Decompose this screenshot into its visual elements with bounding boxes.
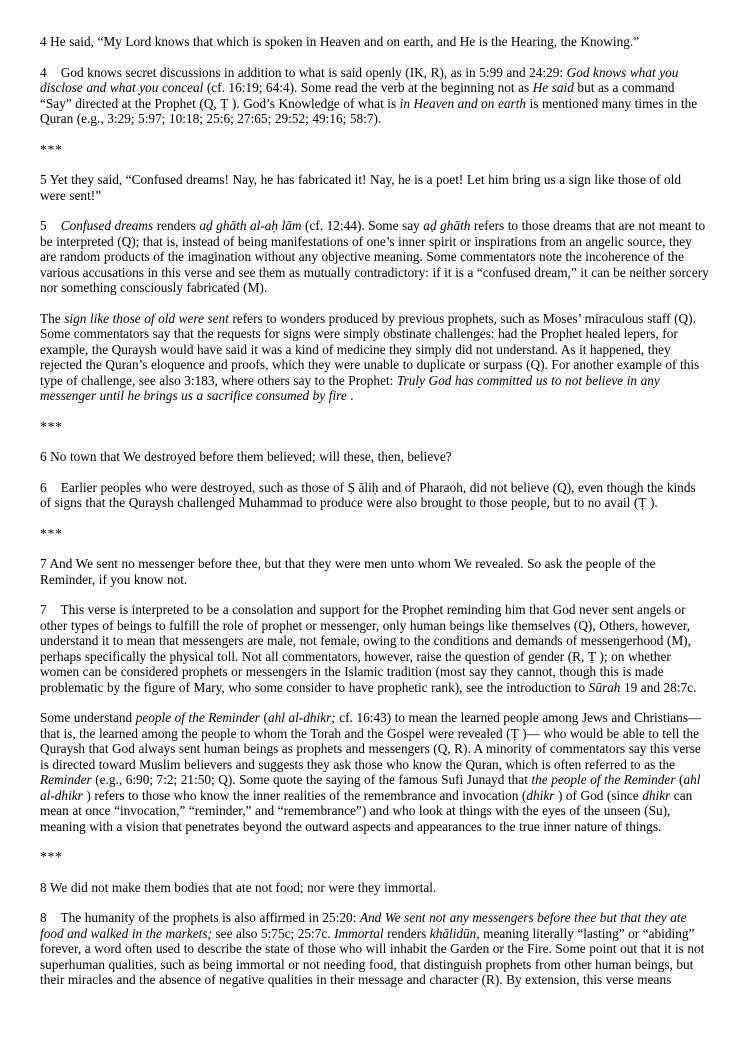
italic-text-run: ahl al-dhikr;: [267, 710, 336, 725]
text-run: 5 Yet they said, “Confused dreams! Nay, he has fabricated it! Nay, he is a poet! Let him bring us a sign like those of old were sent!”: [40, 172, 685, 203]
verse-translation-paragraph: [40, 34, 709, 50]
verse-translation-paragraph: [40, 449, 709, 465]
text-run: 4 God knows secret discussions in addition to what is said openly (IK, R), as in 5:99 and 24:29:: [40, 64, 567, 80]
text-run: 6 No town that We destroyed before them believed; will these, then, believe?: [40, 449, 452, 464]
italic-text-run: ahl al-dhikr: [40, 772, 704, 803]
section-separator: [40, 526, 709, 542]
text-run: ***: [40, 525, 63, 541]
italic-text-run: Immortal: [334, 925, 384, 941]
text-run: 5: [40, 218, 61, 233]
text-run: ***: [40, 418, 63, 434]
text-run: (cf. 16:19; 64:4). Some read the verb at the beginning not as: [203, 80, 533, 95]
italic-text-run: Reminder: [40, 772, 92, 787]
section-separator: [40, 419, 709, 435]
italic-text-run: dhikr: [526, 787, 555, 803]
text-run: can mean at once “invocation,” “reminder,” and “remembrance”) and who look at things with the eyes of the unseen (Su), meaning with a vision that penetrates beyond the outward aspects and appearances to the true inner nature of things.: [40, 787, 696, 834]
commentary-paragraph: [40, 910, 709, 988]
commentary-paragraph: [40, 218, 713, 296]
text-run: ***: [40, 849, 63, 864]
text-run: 4 He said, “My Lord knows that which is spoken in Heaven and on earth, and He is the Hearing, the Knowing.”: [40, 34, 640, 49]
commentary-paragraph: [40, 480, 709, 511]
section-separator: [40, 142, 709, 158]
verse-translation-paragraph: [40, 880, 709, 896]
text-run: 6 Earlier peoples who were destroyed, such as those of Ṣ āliḥ and of Pharaoh, did not believe (Q), even though the kinds of signs that the Quraysh challenged Muhammad to produce were also brought to those people, but to no avail (Ṭ ).: [40, 479, 700, 510]
italic-text-run: people of the Reminder: [135, 710, 260, 725]
text-run: meaning literally “lasting” or “abiding” forever, a word often used to describe the state of those who will inhabit the Garden or the Fire. Some point out that it is not superhuman qualities, such as being immortal or not needing food, that distinguish prophets from other human beings, but their miracles and the absence of negative qualities in their message and character (R). By extension, this verse means: [40, 925, 708, 987]
text-run: ) of God (since: [554, 787, 643, 803]
text-run: ***: [40, 141, 63, 157]
commentary-paragraph: [40, 65, 709, 127]
text-run: 19 and 28:7c.: [620, 679, 697, 695]
text-run: renders: [153, 218, 200, 233]
text-run: 7 This verse is interpreted to be a consolation and support for the Prophet reminding him that God never sent angels or other types of beings to fulfill the role of prophet or messenger, only human beings like themselves (Q), Others, however, understand it to mean that messengers are male, not female, owing to the conditions and demands of messengerhood (M), perhaps specifically the physical toll. Not all commentators, however, raise the question of gender (R, Ṭ ); on whether women can be considered prophets or messengers in the Islamic tradition (most say they cannot, though this is made problematic by the figure of Mary, who some consider to have prophetic rank), see the introduction to: [40, 602, 695, 695]
text-run: ) refers to those who know the inner realities of the remembrance and invocation (: [82, 787, 527, 803]
text-run: (cf. 12:44). Some say: [301, 218, 424, 233]
italic-text-run: sign like those of old were sent: [64, 310, 229, 326]
commentary-paragraph: [40, 602, 709, 695]
italic-text-run: Confused dreams: [60, 218, 154, 233]
commentary-paragraph: [40, 710, 709, 834]
text-run: Some understand: [40, 710, 136, 725]
text-run: but as a command “Say” directed at the Prophet (Q, Ṭ ). God’s Knowledge of what is: [40, 80, 678, 111]
text-run: 8 We did not make them bodies that ate not food; nor were they immortal.: [40, 879, 437, 895]
commentary-paragraph: [40, 311, 709, 404]
italic-text-run: in Heaven and on earth: [399, 95, 527, 111]
italic-text-run: the people of the Reminder: [531, 772, 676, 787]
text-run: cf. 16:43) to mean the learned people among Jews and Christians— that is, the learned among the people to whom the Torah and the Gospel were revealed (Ṭ )— who would be able to tell the Quraysh that God always sent human beings as prophets and messengers (Q, R). A minority of commentators say this verse is directed toward Muslim believers and suggests they ask those who know the Quran, which is often referred to as the: [40, 710, 705, 772]
text-run: refers to wonders produced by previous prophets, such as Moses’ miraculous staff (Q). Some commentators say that the requests for signs were simply obstinate challenges: had the Prophet healed lepers, for example, the Quraysh would have said it was a kind of medicine they simply did not understand. As it happened, they rejected the Quran’s eloquence and proofs, which they were unable to duplicate or surpass (Q). For another example of this type of challenge, see also 3:183, where others say to the Prophet:: [40, 310, 703, 388]
text-run: (e.g., 6:90; 7:2; 21:50; Q). Some quote the saying of the famous Sufi Junayd that: [91, 772, 532, 787]
text-run: refers to those dreams that are not meant to be interpreted (Q); that is, instead of being manifestations of one’s inner spirit or inspirations from an angelic source, they are random products of the imagination without any objective meaning. Some commentators note the incoherence of the various accusations in this verse and see them as mutually contradictory: if it is a “confused dream,” it can be neither sorcery nor something consciously fabricated (M).: [40, 218, 713, 295]
italic-text-run: aḍ ghāth al-aḥ lām: [199, 218, 302, 233]
italic-text-run: aḍ ghāth: [423, 218, 471, 233]
italic-text-run: dhikr: [642, 787, 671, 803]
text-run: .: [346, 388, 354, 403]
verse-translation-paragraph: [40, 172, 709, 203]
section-separator: [40, 849, 709, 865]
italic-text-run: Sūrah: [588, 679, 621, 695]
verse-translation-paragraph: [40, 556, 709, 587]
italic-text-run: He said: [532, 80, 574, 95]
italic-text-run: khālidūn,: [429, 925, 480, 941]
text-run: 7 And We sent no messenger before thee, but that they were men unto whom We revealed. So ask the people of the Reminder, if you know not.: [40, 556, 659, 587]
text-run: (: [260, 710, 268, 725]
italic-text-run: God knows what you disclose and what you conceal: [40, 64, 682, 95]
text-run: The: [40, 310, 65, 326]
text-run: (: [675, 772, 684, 787]
text-run: renders: [383, 925, 430, 941]
italic-text-run: And We sent not any messengers before thee but that they ate food and walked in the markets;: [40, 910, 690, 941]
text-run: see also 5:75c; 25:7c.: [211, 925, 335, 941]
text-run: is mentioned many times in the Quran (e.g., 3:29; 5:97; 10:18; 25:6; 27:65; 29:52; 49:16; 58:7).: [40, 95, 701, 126]
document-content: [40, 34, 713, 988]
text-run: 8 The humanity of the prophets is also affirmed in 25:20:: [40, 910, 360, 925]
italic-text-run: Truly God has committed us to not believe in any messenger until he brings us a sacrifice consumed by fire: [40, 372, 664, 403]
